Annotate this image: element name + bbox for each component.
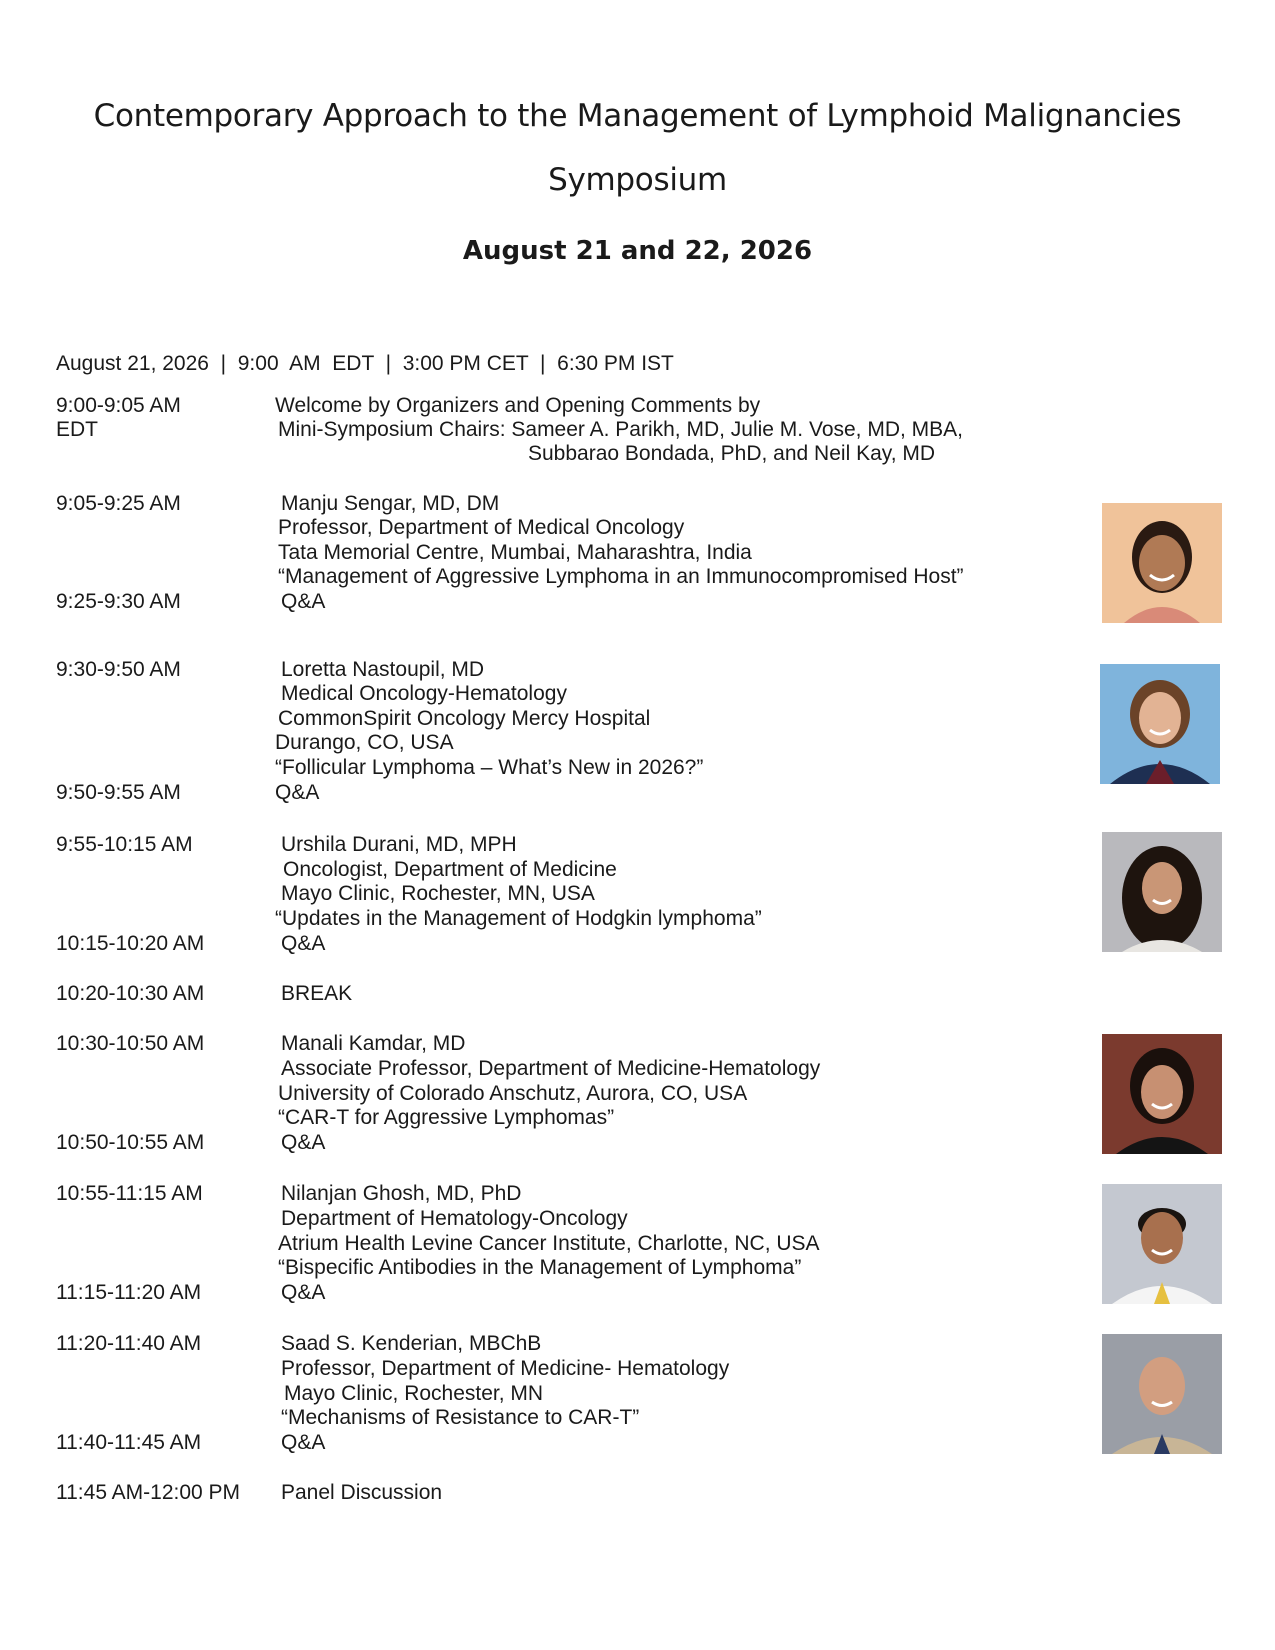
talk-5-time: 10:55-11:15 AM [56,1182,203,1205]
welcome-text-line2: Mini-Symposium Chairs: Sameer A. Parikh, MD, Julie M. Vose, MD, MBA, [278,418,964,441]
talk-2-location: Durango, CO, USA [275,731,454,754]
talk-2-speaker-role: Medical Oncology-Hematology [281,682,567,705]
talk-6-time: 11:20-11:40 AM [56,1332,202,1355]
talk-3-speaker-name: Urshila Durani, MD, MPH [281,833,517,856]
talk-6-speaker-name: Saad S. Kenderian, MBChB [281,1332,542,1355]
welcome-time: 9:00-9:05 AM [56,394,181,417]
talk-5-title: “Bispecific Antibodies in the Management of Lymphoma” [278,1256,802,1279]
talk-5-speaker-role: Department of Hematology-Oncology [281,1207,628,1230]
talk-1-speaker-role: Professor, Department of Medical Oncology [278,516,685,539]
talk-4-qa-label: Q&A [281,1131,326,1154]
talk-4-title: “CAR-T for Aggressive Lymphomas” [278,1106,615,1129]
talk-6-speaker-role: Professor, Department of Medicine- Hematology [281,1357,730,1380]
date-time-line: August 21, 2026 | 9:00 AM EDT | 3:00 PM CET | 6:30 PM IST [56,352,674,375]
talk-1-qa-label: Q&A [281,590,326,613]
talk-2-institution: CommonSpirit Oncology Mercy Hospital [278,707,651,730]
talk-5-qa-time: 11:15-11:20 AM [56,1281,202,1304]
speaker-photo-2 [1100,664,1220,784]
talk-1-title: “Management of Aggressive Lymphoma in an Immunocompromised Host” [278,565,964,588]
talk-6-qa-label: Q&A [281,1431,326,1454]
panel-time: 11:45 AM-12:00 PM [56,1481,241,1504]
talk-1-qa-time: 9:25-9:30 AM [56,590,181,613]
welcome-text-line3: Subbarao Bondada, PhD, and Neil Kay, MD [528,442,936,465]
talk-3-qa-label: Q&A [281,932,326,955]
speaker-photo-1 [1102,503,1222,623]
talk-6-title: “Mechanisms of Resistance to CAR-T” [281,1406,640,1429]
break-time: 10:20-10:30 AM [56,982,205,1005]
page-title-line2: Symposium [548,162,727,198]
talk-2-qa-time: 9:50-9:55 AM [56,781,181,804]
talk-2-time: 9:30-9:50 AM [56,658,181,681]
talk-5-qa-label: Q&A [281,1281,326,1304]
talk-3-title: “Updates in the Management of Hodgkin lymphoma” [275,907,762,930]
talk-4-speaker-name: Manali Kamdar, MD [281,1032,466,1055]
talk-6-institution: Mayo Clinic, Rochester, MN [284,1382,544,1405]
talk-4-qa-time: 10:50-10:55 AM [56,1131,205,1154]
welcome-time-zone: EDT [56,418,98,441]
talk-5-institution: Atrium Health Levine Cancer Institute, Charlotte, NC, USA [278,1232,820,1255]
talk-1-time: 9:05-9:25 AM [56,492,181,515]
speaker-photo-4 [1102,1034,1222,1154]
welcome-text-line1: Welcome by Organizers and Opening Comments by [275,394,761,417]
break-label: BREAK [281,982,353,1005]
talk-3-speaker-role: Oncologist, Department of Medicine [283,858,617,881]
talk-2-qa-label: Q&A [275,781,320,804]
talk-4-time: 10:30-10:50 AM [56,1032,205,1055]
talk-4-institution: University of Colorado Anschutz, Aurora, CO, USA [278,1082,748,1105]
panel-label: Panel Discussion [281,1481,443,1504]
speaker-photo-5 [1102,1184,1222,1304]
talk-2-title: “Follicular Lymphoma – What’s New in 2026?” [275,756,704,779]
talk-3-qa-time: 10:15-10:20 AM [56,932,205,955]
talk-4-speaker-role: Associate Professor, Department of Medicine-Hematology [281,1057,821,1080]
talk-5-speaker-name: Nilanjan Ghosh, MD, PhD [281,1182,522,1205]
talk-2-speaker-name: Loretta Nastoupil, MD [281,658,485,681]
event-dates: August 21 and 22, 2026 [462,236,813,266]
talk-1-institution: Tata Memorial Centre, Mumbai, Maharashtra, India [278,541,752,564]
talk-6-qa-time: 11:40-11:45 AM [56,1431,202,1454]
speaker-photo-3 [1102,832,1222,952]
talk-3-institution: Mayo Clinic, Rochester, MN, USA [281,882,595,905]
talk-1-speaker-name: Manju Sengar, MD, DM [281,492,500,515]
page-title-line1: Contemporary Approach to the Management of Lymphoid Malignancies [93,98,1182,134]
talk-3-time: 9:55-10:15 AM [56,833,193,856]
speaker-photo-6 [1102,1334,1222,1454]
